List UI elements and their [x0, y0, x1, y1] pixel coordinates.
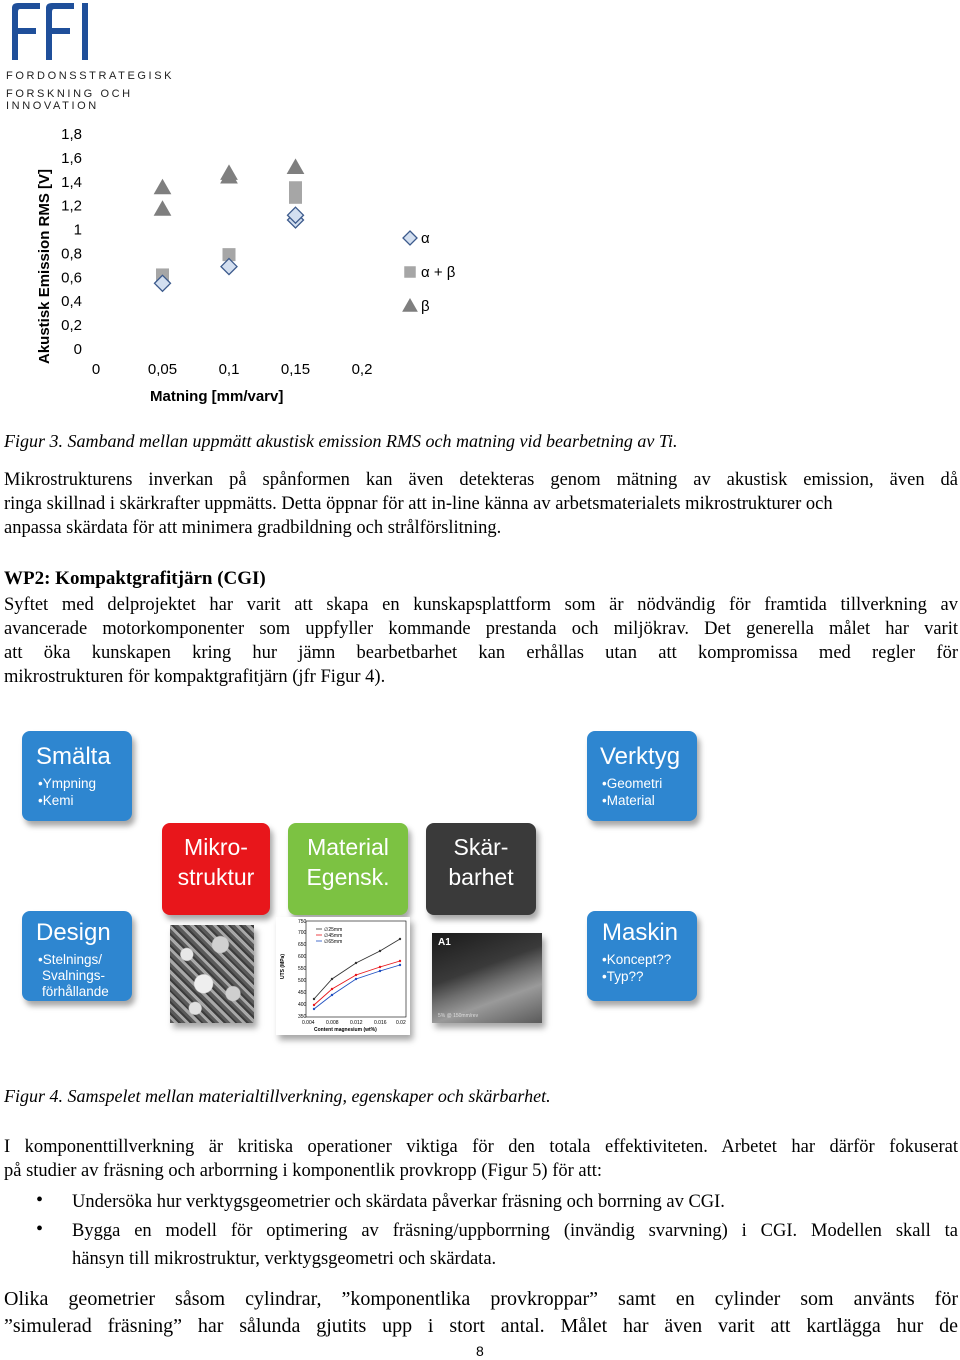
uts-legend-1: ∅25mm [324, 927, 343, 933]
paragraph-1-line-1: Mikrostrukturens inverkan på spånformen kan även detekteras genom mätning av akustisk emission, även då [4, 470, 958, 490]
paragraph-2-line-2: avancerade motorkomponenter som uppfyller kommande prestanda och miljökrav. Det generella målet har varit [4, 619, 958, 639]
y-tick-label: 0 [73, 341, 82, 358]
y-tick-label: 1,4 [61, 173, 82, 191]
uts-ytick-5: 550 [298, 966, 307, 972]
mikrostruktur-title-2: struktur [177, 864, 255, 890]
maskin-box [587, 911, 697, 1001]
uts-ylabel: UTS (MPa) [280, 954, 286, 979]
data-point-triangle [155, 201, 171, 215]
verktyg-title: Verktyg [600, 743, 681, 770]
skarbarhet-title-1: Skär- [453, 834, 509, 860]
logo-line-1: FORDONSSTRATEGISK [6, 70, 175, 82]
skarbarhet-box [426, 823, 536, 915]
data-point-triangle [155, 180, 171, 194]
uts-graph-svg [276, 917, 410, 1035]
maskin-item-2: •Typ?? [602, 969, 644, 984]
uts-xtick-4: 0.016 [374, 1020, 387, 1026]
smalta-item-1: •Ympning [38, 776, 97, 791]
y-tick-label: 1,6 [61, 149, 82, 167]
wp2-heading: WP2: Kompaktgrafitjärn (CGI) [4, 568, 266, 589]
x-tick-label: 0,1 [218, 361, 240, 378]
paragraph-3-line-2: på studier av fräsning och arborrning i komponentlik provkropp (Figur 5) för att: [4, 1161, 603, 1181]
paragraph-1-line-2: ringa skillnad i skärkrafter uppmätts. Detta öppnar för att in-line känna av arbetsmaterialets mikrostrukturer och [4, 494, 833, 514]
mikrostruktur-box [162, 823, 270, 915]
smalta-box [22, 731, 132, 821]
maskin-item-1: •Koncept?? [602, 952, 672, 967]
paragraph-2-line-1: Syftet med delprojektet har varit att skapa en kunskapsplattform som är nödvändig för framtida tillverkning av [4, 595, 958, 615]
paragraph-1-line-3: anpassa skärdata för att minimera gradbildning och strålförslitning. [4, 518, 502, 538]
mikrostruktur-title-1: Mikro- [184, 834, 248, 860]
bullet-2-line-1: Bygga en modell för optimering av fräsning/uppborrning (invändig svarvning) i CGI. Modellen skall ta [72, 1221, 958, 1241]
uts-xtick-3: 0.012 [350, 1020, 363, 1026]
data-point-square [290, 182, 302, 194]
y-tick-label: 1,8 [61, 126, 82, 143]
x-axis-title: Matning [mm/varv] [150, 388, 284, 405]
uts-ytick-2: 400 [298, 1002, 307, 1008]
paragraph-2-line-3: att öka kunskapen kring hur jämn bearbetbarhet kan erhållas utan att kompromissa med regler för [4, 643, 958, 663]
y-tick-label: 0,8 [61, 245, 82, 263]
skarbarhet-title-2: barhet [448, 864, 514, 890]
y-tick-label: 0,4 [61, 293, 82, 311]
uts-xtick-5: 0.02 [396, 1020, 406, 1026]
uts-ytick-8: 700 [298, 930, 307, 936]
data-point-triangle [221, 165, 237, 179]
x-tick-label: 0,05 [147, 361, 178, 378]
maskin-title: Maskin [602, 919, 679, 946]
design-box [22, 911, 132, 1001]
logo-line-2: FORSKNING OCH INNOVATION [6, 88, 133, 112]
legend-label: α + β [421, 264, 456, 281]
page-number: 8 [476, 1343, 484, 1359]
verktyg-item-2: •Material [602, 793, 655, 808]
uts-ytick-1: 350 [298, 1014, 307, 1020]
y-tick-label: 0,6 [61, 269, 82, 287]
sem-note: 5% @ 150mm/rev [438, 1013, 479, 1019]
uts-ytick-3: 450 [298, 990, 307, 996]
ffi-logo [6, 0, 206, 112]
uts-xlabel: Content magnesium (wt%) [314, 1027, 377, 1033]
sem-micrograph [432, 933, 542, 1023]
material-title-2: Egensk. [306, 864, 390, 890]
x-tick-labels [92, 361, 373, 378]
chart-points [155, 159, 304, 291]
material-title-1: Material [307, 834, 389, 860]
y-axis-title: Akustisk Emission RMS [V] [36, 168, 53, 364]
paragraph-2-line-4: mikrostrukturen för kompaktgrafitjärn (jfr Figur 4). [4, 667, 386, 687]
material-box [288, 823, 408, 915]
legend-marker-diamond [403, 231, 417, 245]
cgi-diagram [0, 725, 960, 1045]
paragraph-4-line-2: ”simulerad fräsning” har sålunda gjutits upp i stort antal. Målet har även varit att kartlägga hur de [4, 1315, 958, 1337]
uts-ytick-9: 750 [298, 919, 307, 925]
uts-xtick-2: 0.008 [326, 1020, 339, 1026]
x-tick-label: 0 [91, 361, 101, 378]
x-tick-label: 0,2 [351, 361, 373, 378]
verktyg-box [587, 731, 697, 821]
uts-legend-3: ∅65mm [324, 939, 343, 945]
verktyg-item-1: •Geometri [602, 776, 663, 791]
legend-marker-triangle [403, 299, 417, 311]
paragraph-4-line-1: Olika geometrier såsom cylindrar, ”komponentlika provkroppar” samt en cylinder som använts för [4, 1288, 958, 1310]
uts-legend-2: ∅45mm [324, 933, 343, 939]
smalta-title: Smälta [36, 743, 111, 770]
legend-label: α [421, 230, 430, 247]
uts-xtick-1: 0.004 [302, 1020, 315, 1026]
y-tick-label: 0,2 [61, 317, 82, 335]
smalta-item-2: •Kemi [38, 793, 74, 808]
acoustic-emission-chart [0, 118, 480, 413]
y-tick-label: 1,2 [61, 197, 82, 215]
design-item-2: Svalnings- [42, 968, 106, 983]
microstructure-image [170, 925, 254, 1023]
figure-3-caption: Figur 3. Samband mellan uppmätt akustisk emission RMS och matning vid bearbetning av Ti. [4, 431, 678, 451]
design-item-1: •Stelnings/ [38, 952, 103, 967]
chart-legend [403, 230, 456, 315]
paragraph-3-line-1: I komponenttillverkning är kritiska operationer viktiga för den totala effektiviteten. Arbetet har därför fokuserat [4, 1137, 958, 1157]
bullet-1-dot: • [36, 1189, 44, 1211]
uts-ytick-6: 600 [298, 954, 307, 960]
bullet-2-dot: • [36, 1218, 44, 1240]
uts-ytick-4: 500 [298, 978, 307, 984]
bullet-2-line-2: hänsyn till mikrostruktur, verktygsgeometri och skärdata. [72, 1249, 497, 1269]
y-tick-label: 1 [73, 221, 82, 239]
uts-graph [276, 917, 410, 1035]
figure-4-caption: Figur 4. Samspelet mellan materialtillverkning, egenskaper och skärbarhet. [4, 1086, 551, 1106]
legend-marker-square [405, 267, 416, 278]
sem-label: A1 [438, 937, 451, 948]
design-item-3: förhållande [42, 984, 109, 999]
y-tick-labels [61, 126, 82, 358]
ffi-logo-mark [6, 0, 98, 62]
bullet-1-text: Undersöka hur verktygsgeometrier och skärdata påverkar fräsning och borrning av CGI. [72, 1192, 725, 1212]
uts-ytick-7: 650 [298, 942, 307, 948]
legend-label: β [421, 298, 430, 315]
x-tick-label: 0,15 [280, 361, 311, 378]
design-title: Design [36, 919, 111, 946]
data-point-triangle [288, 159, 304, 173]
uts-series-65mm [314, 965, 400, 1009]
